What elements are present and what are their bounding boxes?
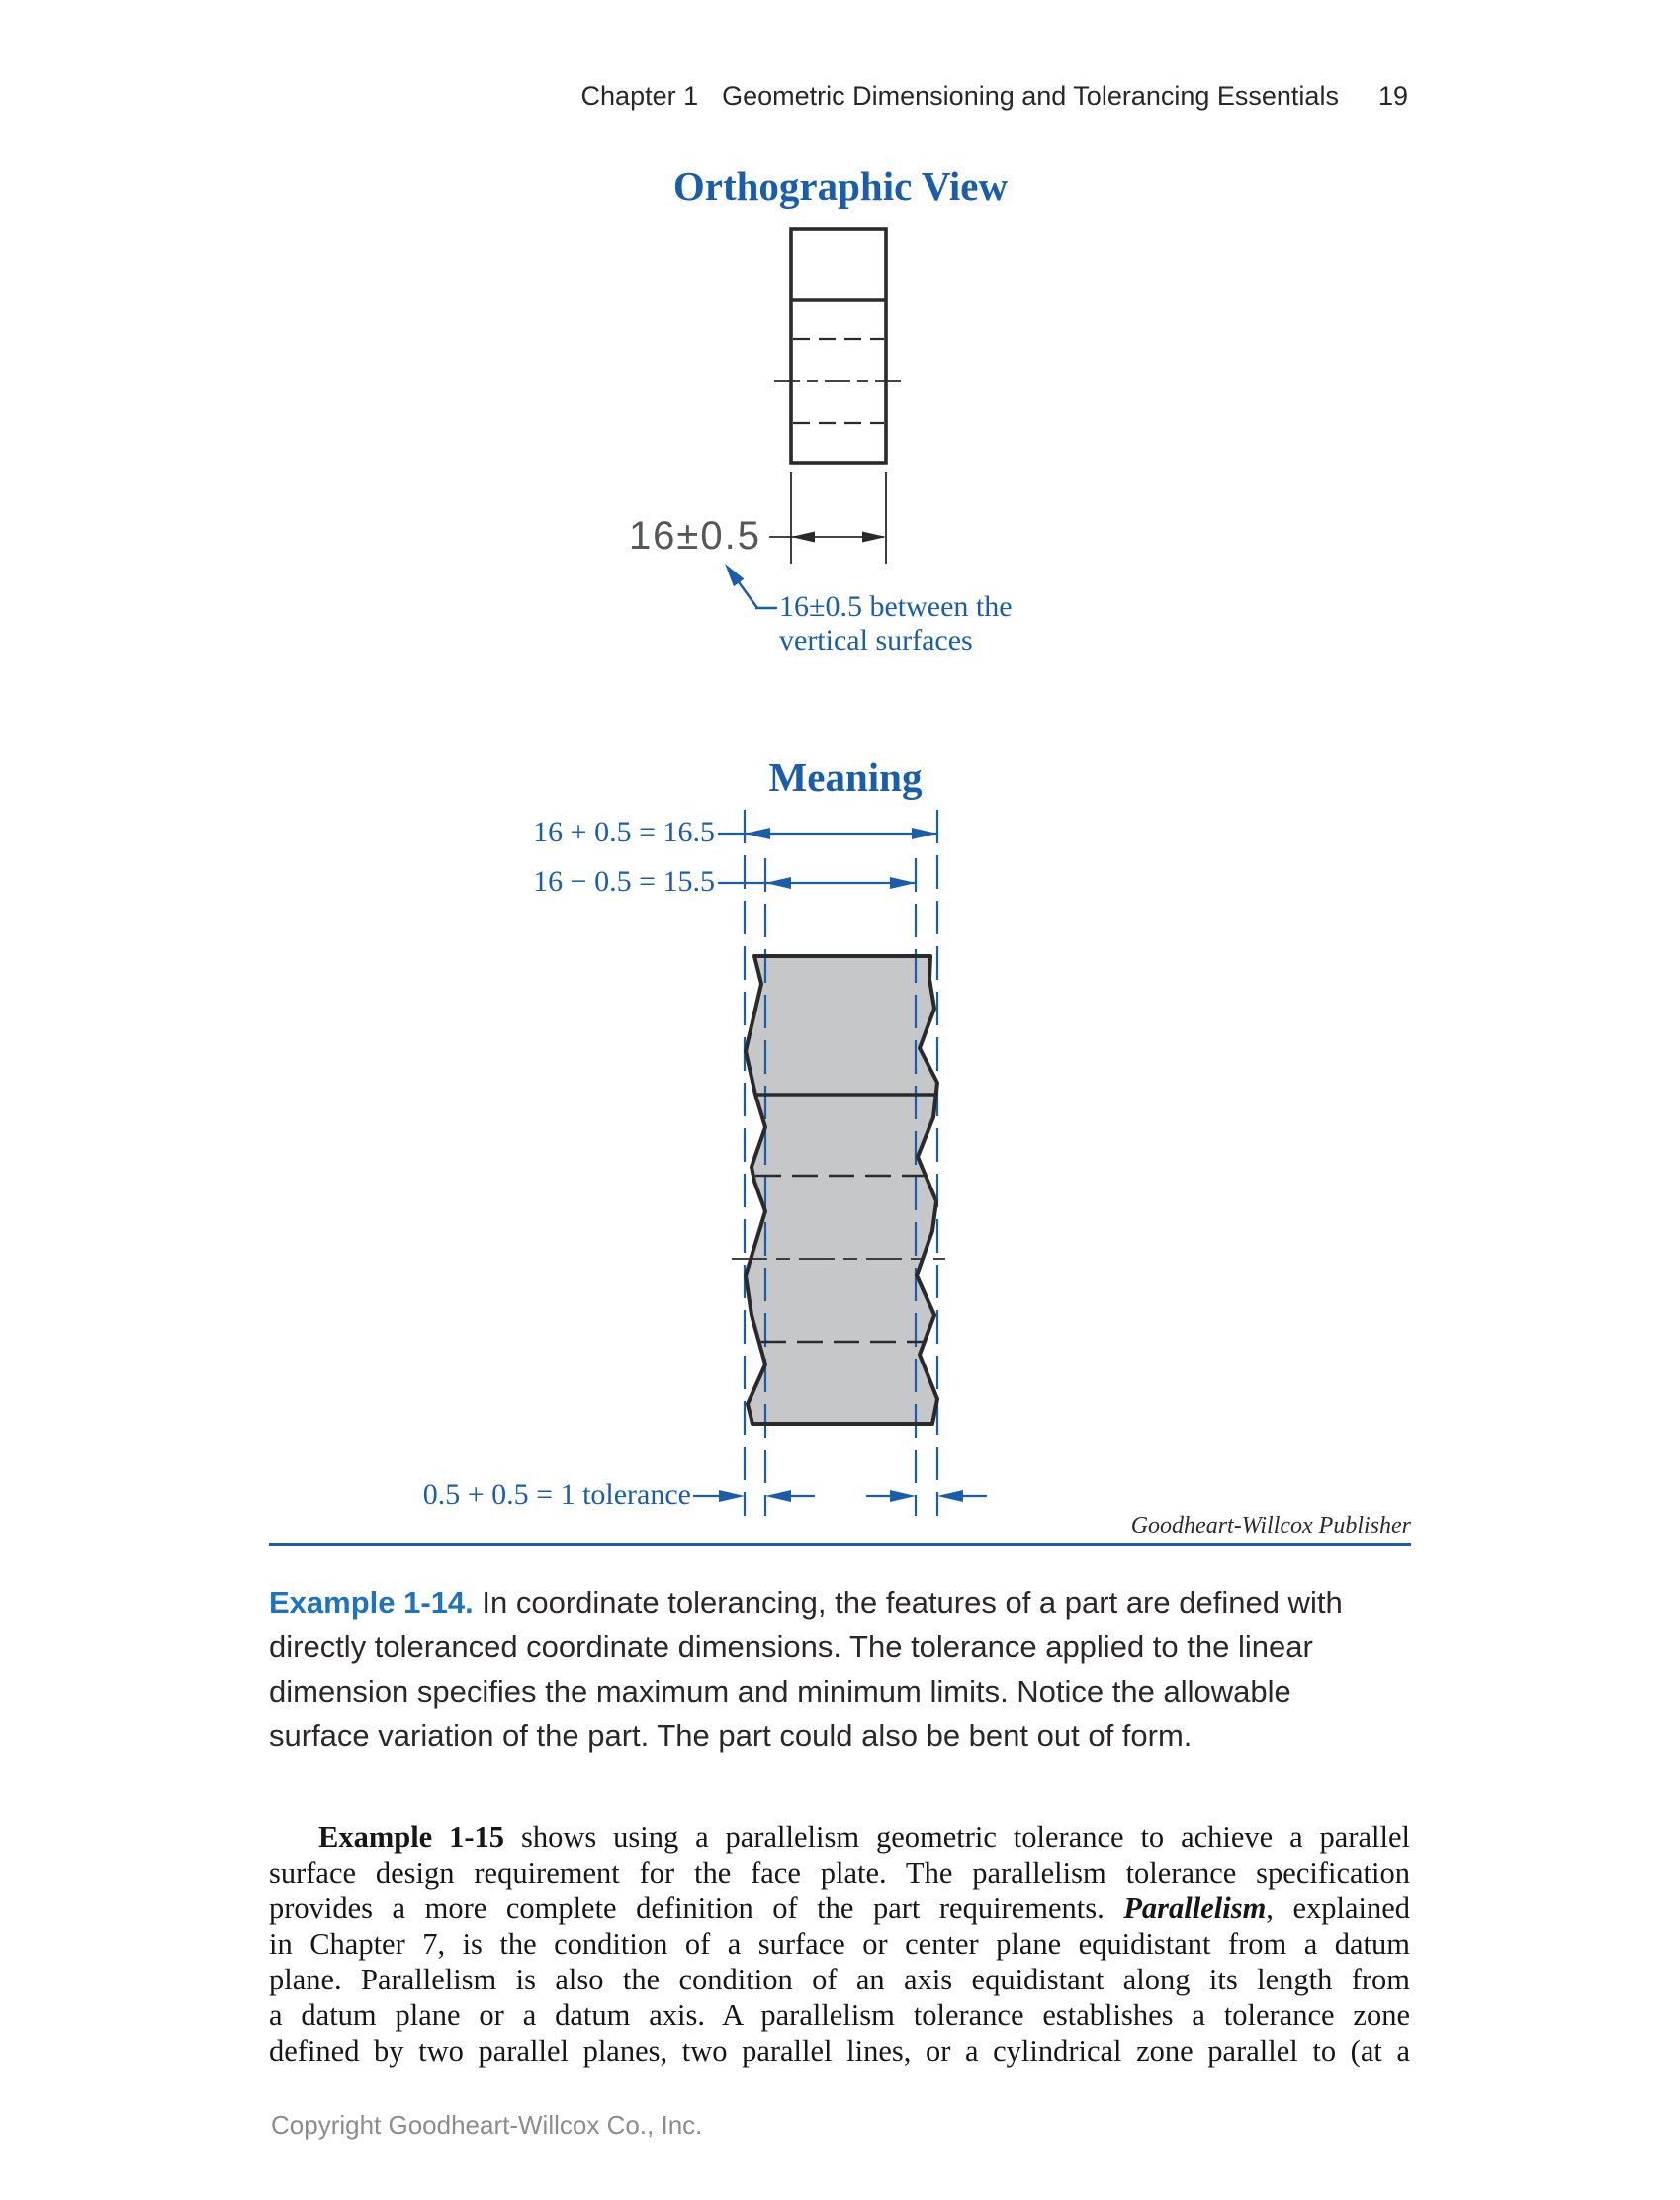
chapter-title: Geometric Dimensioning and Tolerancing Essentials (722, 81, 1339, 111)
caption-line: directly toleranced coordinate dimensions. The tolerance applied to the linear (269, 1629, 1313, 1664)
tolerance-label: 0.5 + 0.5 = 1 tolerance (422, 1478, 691, 1511)
caption-line: dimension specifies the maximum and minimum limits. Notice the allowable (269, 1674, 1291, 1709)
example-1-15-ref: Example 1-15 (318, 1820, 505, 1854)
meaning-drawing (693, 810, 987, 1516)
parallelism-term: Parallelism (1123, 1892, 1267, 1925)
dimension-arrowhead (765, 877, 791, 889)
upper-limit-label: 16 + 0.5 = 16.5 (533, 816, 715, 848)
dimension-callout (779, 590, 1013, 658)
body-line: in Chapter 7, is the condition of a surface or center plane equidistant from a datum (269, 1927, 1410, 1961)
dimension-arrowhead (745, 828, 770, 839)
part-shape-fill (746, 956, 937, 1424)
orthographic-view-title: Orthographic View (672, 163, 1009, 209)
tolerance-gap-arrows (693, 1490, 987, 1502)
dimension-arrowhead (937, 1490, 963, 1502)
lower-limit-dimension (718, 877, 916, 889)
orthographic-drawing (769, 229, 903, 564)
example-label: Example 1-14. (269, 1585, 474, 1620)
copyright-footer: Copyright Goodheart-Willcox Co., Inc. (271, 2110, 703, 2140)
page-number: 19 (1377, 81, 1408, 111)
callout-line-2: vertical surfaces (779, 624, 973, 657)
dimension-text: 16±0.5 (628, 514, 761, 558)
page-header (581, 81, 1408, 112)
caption-line: surface variation of the part. The part could also be bent out of form. (269, 1718, 1193, 1753)
dimension-arrowhead (890, 1490, 916, 1502)
upper-limit-dimension (718, 828, 937, 839)
part-outline-ortho (791, 229, 886, 463)
body-line: defined by two parallel planes, two parallel lines, or a cylindrical zone parallel to (at a (269, 2034, 1410, 2068)
body-line: a datum plane or a datum axis. A parallelism tolerance establishes a tolerance zone (269, 1998, 1410, 2032)
publisher-credit: Goodheart-Willcox Publisher (1130, 1513, 1411, 1539)
callout-line-1: 16±0.5 between the (779, 590, 1013, 623)
body-line: Example 1-15 shows using a parallelism geometric tolerance to achieve a parallel (318, 1820, 1410, 1854)
lower-limit-label: 16 − 0.5 = 15.5 (533, 865, 715, 898)
callout-leader (725, 564, 777, 608)
body-line: plane. Parallelism is also the condition of an axis equidistant along its length from (269, 1963, 1410, 1996)
figure-divider-rule (269, 1543, 1411, 1546)
part-shape-outline (746, 956, 937, 1424)
dimension-arrowhead (765, 1490, 791, 1502)
dimension-arrowhead (862, 532, 886, 543)
chapter-label: Chapter 1 (580, 81, 699, 111)
meaning-title: Meaning (768, 754, 923, 800)
leader-arrowhead (725, 564, 744, 586)
caption-line: Example 1-14. In coordinate tolerancing, the features of a part are defined with (269, 1585, 1343, 1620)
dimension-arrowhead (912, 828, 937, 839)
body-line: provides a more complete definition of the part requirements. Parallelism, explained (269, 1892, 1410, 1925)
body-line: surface design requirement for the face plate. The parallelism tolerance specification (269, 1856, 1410, 1890)
dimension-arrowhead (890, 877, 916, 889)
body-paragraph (269, 1819, 1410, 2068)
dimension-arrowhead (719, 1490, 745, 1502)
figure-caption (269, 1580, 1421, 1758)
dimension-arrowhead (791, 532, 815, 543)
